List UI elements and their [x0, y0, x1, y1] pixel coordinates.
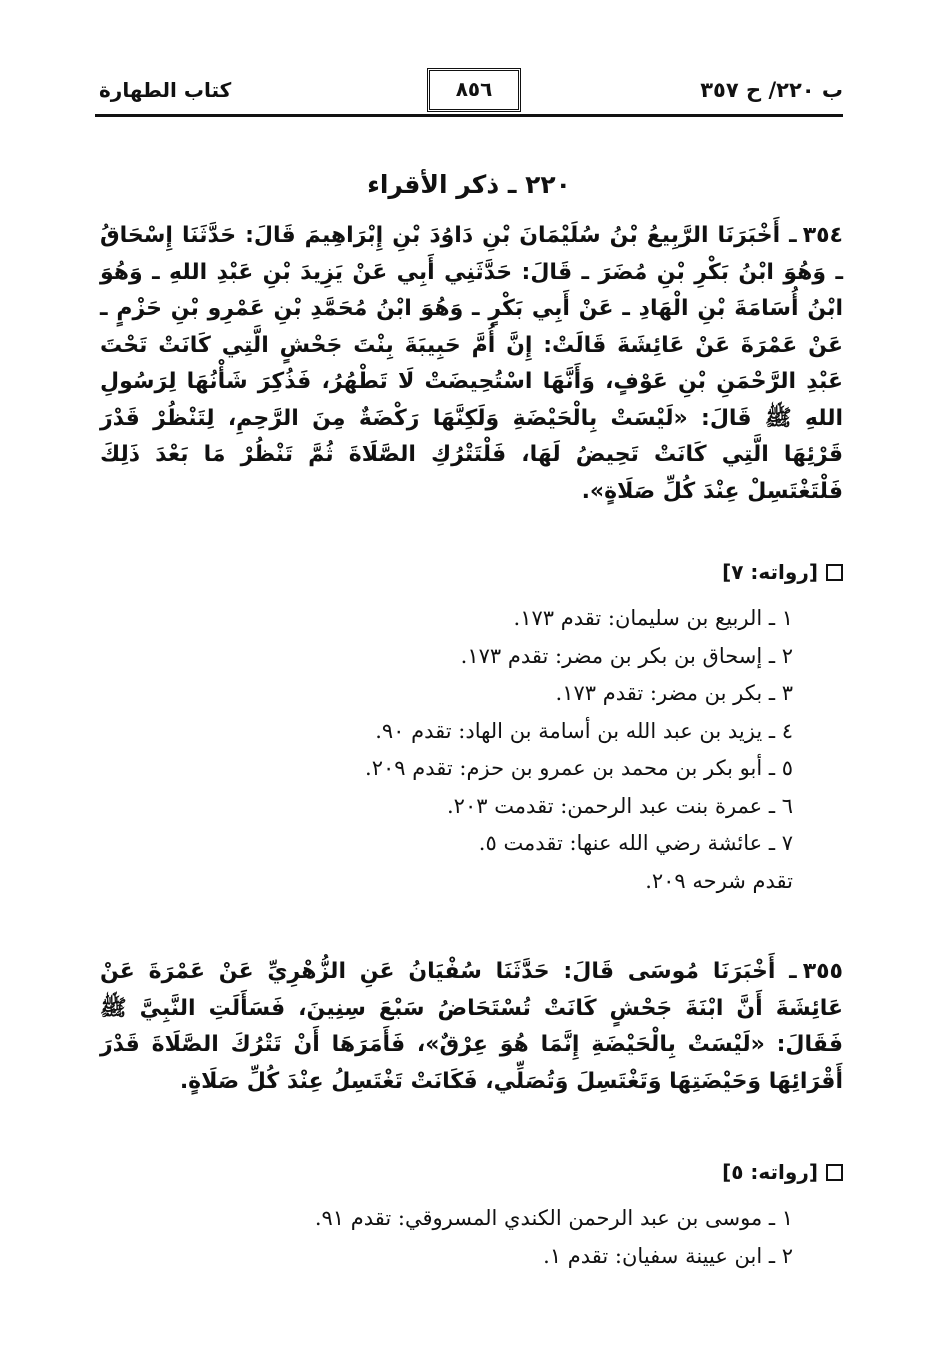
list-item: ٧ ـ عائشة رضي الله عنها: تقدمت ٥. — [478, 831, 793, 855]
page-header — [95, 60, 843, 122]
section-title: ٢٢٠ ـ ذكر الأقراء — [367, 170, 571, 199]
header-divider — [95, 114, 843, 117]
hadith-number: ٣٥٤ — [802, 223, 843, 248]
list-item: تقدم شرحه ٢٠٩. — [645, 868, 793, 893]
hadith-text: ـ أَخْبَرَنَا مُوسَى قَالَ: حَدَّثَنَا سُفْيَانُ عَنِ الزُّهْرِيِّ عَنْ عَمْرَةَ عَنْ عَائِشَةَ أَنَّ ابْنَةَ جَحْشٍ كَانَتْ تُسْتَحَاضُ سَبْعَ سِنِينَ، فَسَأَلَتِ النَّبِيَّ ﷺ فَقَالَ: «لَيْسَتْ بِالْحَيْضَةِ إِنَّمَا هُوَ عِرْقٌ»، فَأَمَرَهَا أَنْ تَتْرُكَ الصَّلَاةَ قَدْرَ أَقْرَائِهَا وَحَيْضَتِهَا وَتَغْتَسِلَ وَتُصَلِّي، فَكَانَتْ تَغْتَسِلُ عِنْدَ كُلِّ صَلَاةٍ. — [100, 959, 843, 1094]
list-item: ٤ ـ يزيد بن عبد الله بن أسامة بن الهاد: تقدم ٩٠. — [375, 718, 793, 743]
narrators-list — [315, 1200, 793, 1275]
chapter-reference: ب ٢٢٠/ ح ٣٥٧ — [700, 78, 843, 102]
hadith-number: ٣٥٥ — [802, 959, 843, 984]
page-number: ٨٥٦ — [427, 68, 521, 112]
list-item: ٥ ـ أبو بكر بن محمد بن عمرو بن حزم: تقدم ٢٠٩. — [365, 756, 793, 780]
hadith-355 — [100, 954, 843, 1100]
list-item: ٢ ـ ابن عيينة سفيان: تقدم ١. — [543, 1243, 793, 1268]
narrators-heading — [722, 1160, 843, 1184]
narrators-count-label: [رواته: ٥] — [722, 1160, 818, 1184]
narrators-heading — [722, 560, 843, 584]
list-item: ١ ـ الربيع بن سليمان: تقدم ١٧٣. — [513, 606, 793, 630]
square-bullet-icon — [826, 564, 843, 581]
narrators-count-label: [رواته: ٧] — [722, 560, 818, 584]
list-item: ١ ـ موسى بن عبد الرحمن الكندي المسروقي: تقدم ٩١. — [314, 1206, 793, 1230]
hadith-354 — [100, 218, 843, 510]
book-title: كتاب الطهارة — [99, 78, 232, 102]
narrators-list — [365, 600, 793, 900]
square-bullet-icon — [826, 1164, 843, 1181]
list-item: ٢ ـ إسحاق بن بكر بن مضر: تقدم ١٧٣. — [460, 643, 793, 668]
list-item: ٣ ـ بكر بن مضر: تقدم ١٧٣. — [555, 681, 793, 705]
list-item: ٦ ـ عمرة بنت عبد الرحمن: تقدمت ٢٠٣. — [446, 793, 793, 818]
hadith-text: ـ أَخْبَرَنَا الرَّبِيعُ بْنُ سُلَيْمَانَ بْنِ دَاوُدَ بْنِ إِبْرَاهِيمَ قَالَ: حَدَّثَنَا إِسْحَاقُ ـ وَهُوَ ابْنُ بَكْرِ بْنِ مُضَرَ ـ قَالَ: حَدَّثَنِي أَبِي عَنْ يَزِيدَ بْنِ عَبْدِ اللهِ ـ وَهُوَ ابْنُ أُسَامَةَ بْنِ الْهَادِ ـ عَنْ أَبِي بَكْرٍ ـ وَهُوَ ابْنُ مُحَمَّدِ بْنِ عَمْرِو بْنِ حَزْمٍ ـ عَنْ عَمْرَةَ عَنْ عَائِشَةَ قَالَتْ: إِنَّ أُمَّ حَبِيبَةَ بِنْتَ جَحْشٍ الَّتِي كَانَتْ تَحْتَ عَبْدِ الرَّحْمَنِ بْنِ عَوْفٍ، وَأَنَّهَا اسْتُحِيضَتْ لَا تَطْهُرُ، فَذُكِرَ شَأْنُهَا لِرَسُولِ اللهِ ﷺ قَالَ: «لَيْسَتْ بِالْحَيْضَةِ وَلَكِنَّهَا رَكْضَةٌ مِنَ الرَّحِمِ، لِتَنْظُرْ قَدْرَ قَرْئِهَا الَّتِي كَانَتْ تَحِيضُ لَهَا، فَلْتَتْرُكِ الصَّلَاةَ ثُمَّ تَنْظُرْ مَا بَعْدَ ذَلِكَ فَلْتَغْتَسِلْ عِنْدَ كُلِّ صَلَاةٍ». — [100, 223, 843, 504]
